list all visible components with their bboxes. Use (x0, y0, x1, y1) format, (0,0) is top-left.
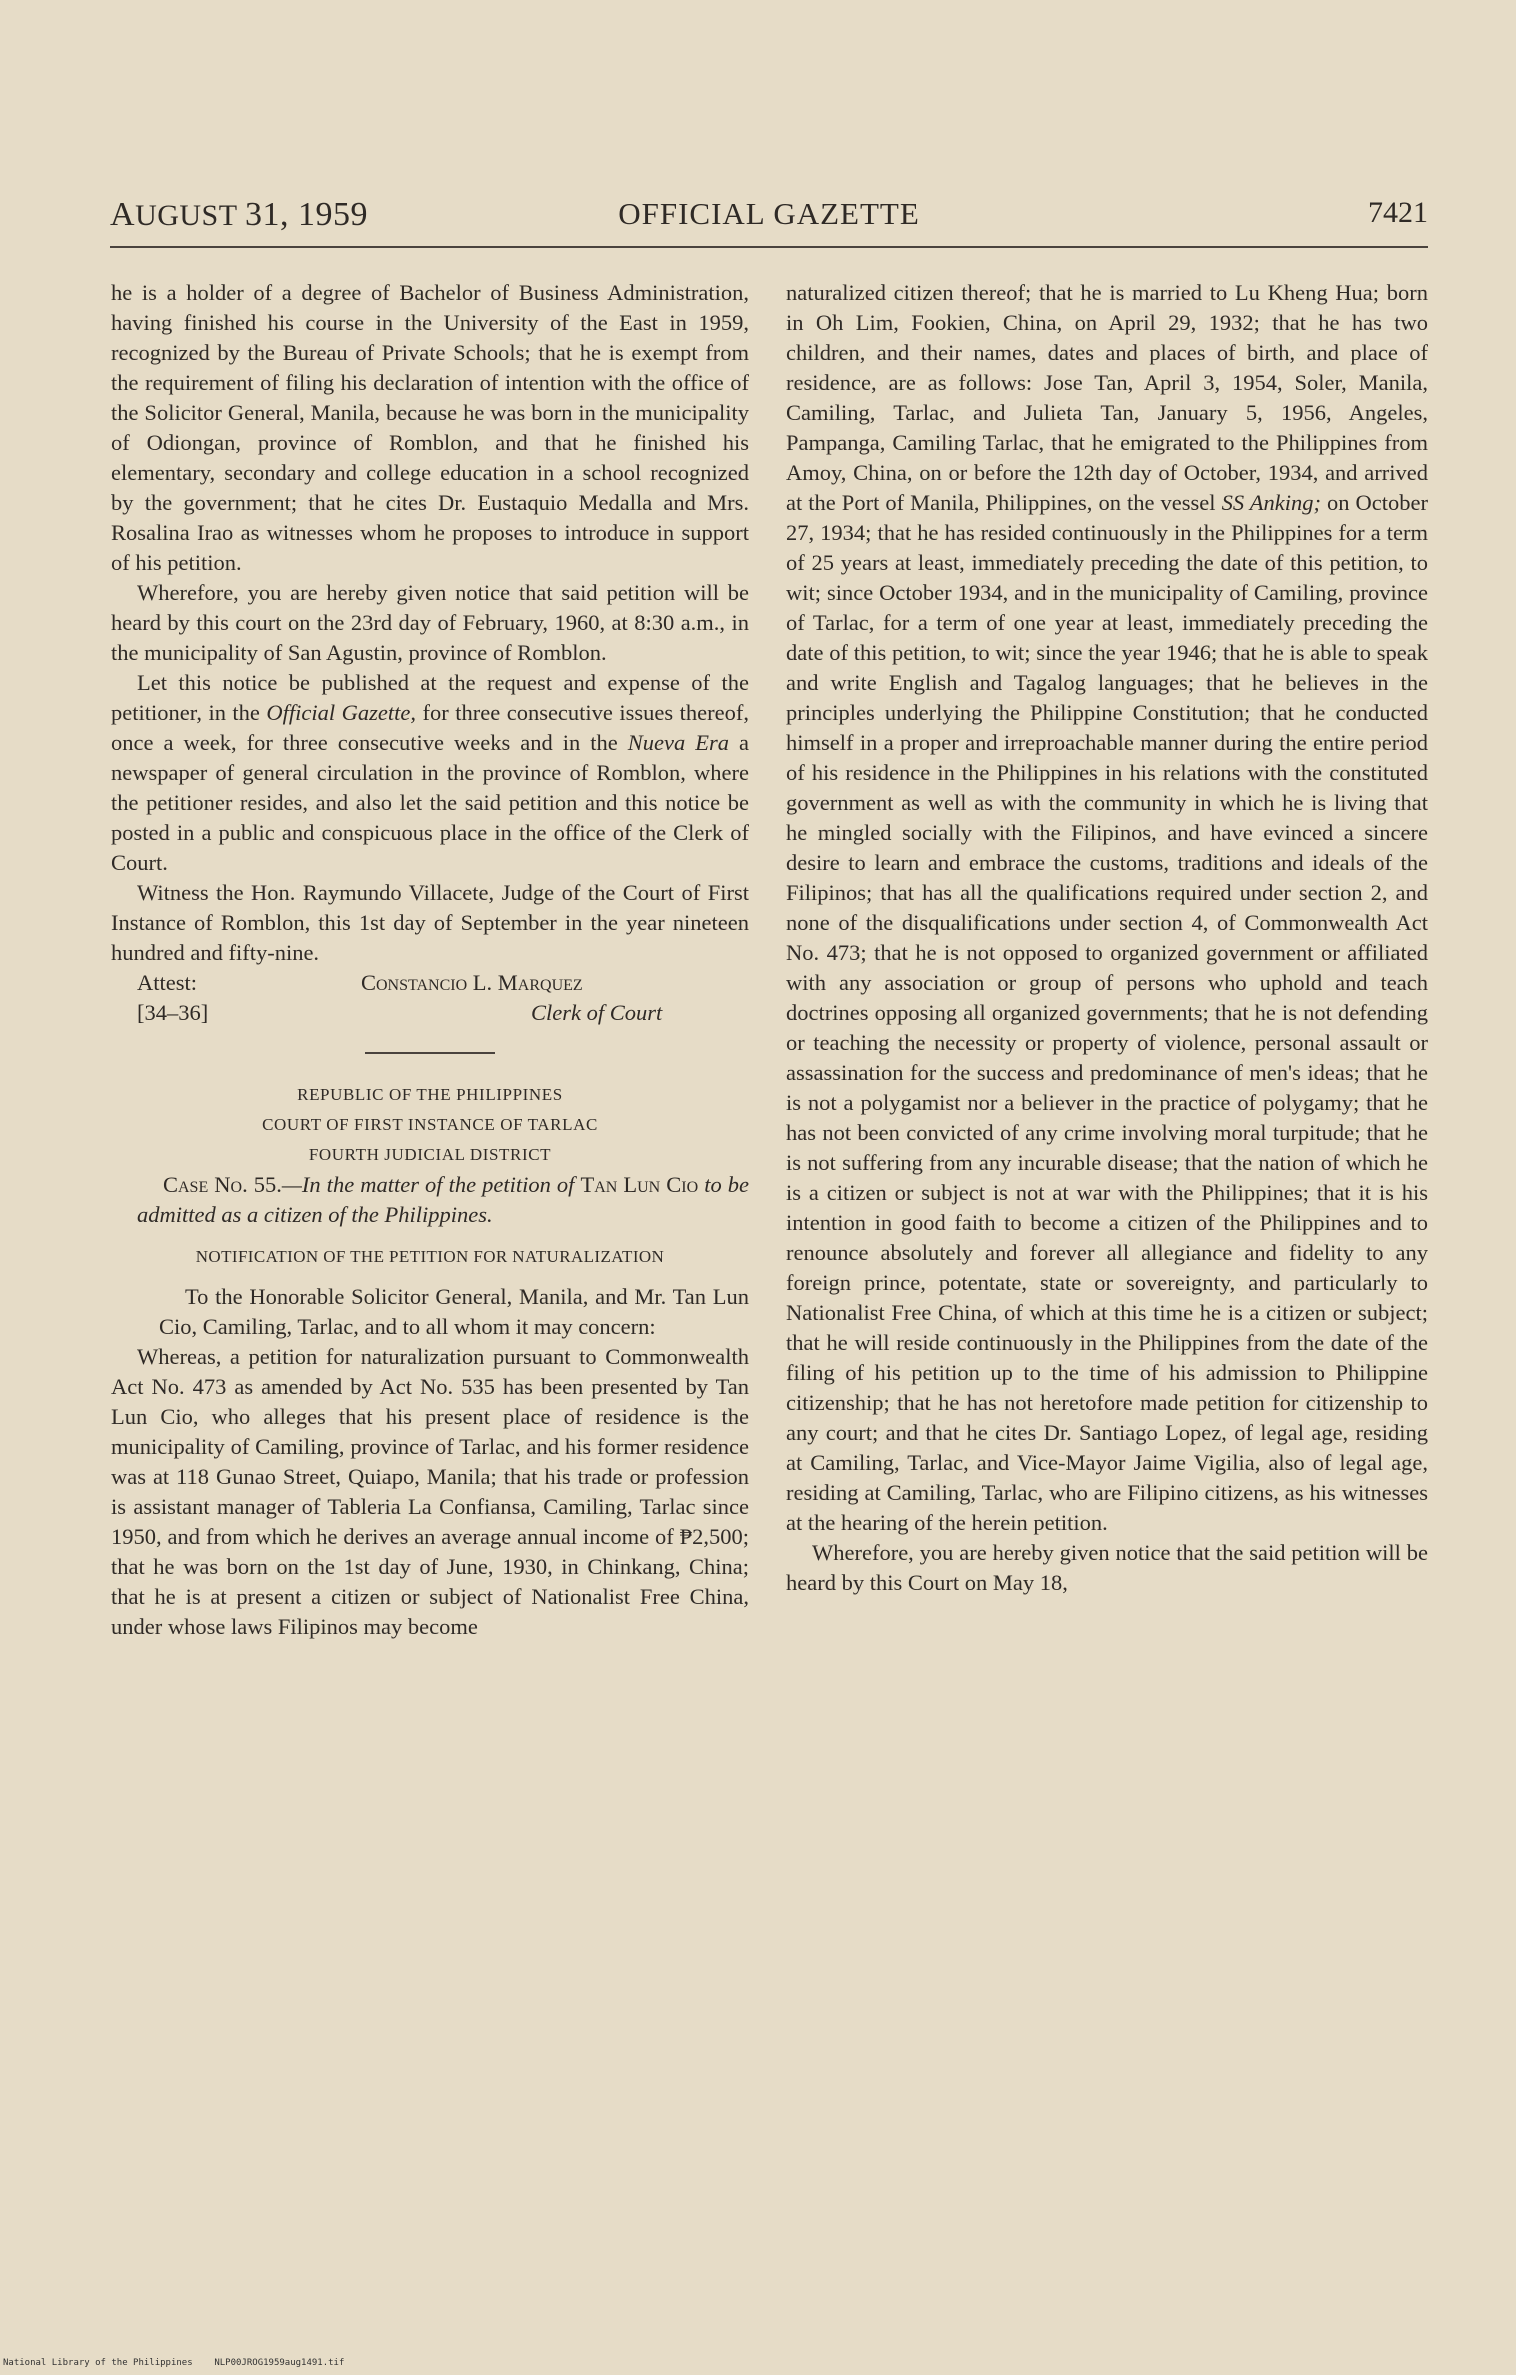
header-rule (110, 246, 1428, 248)
paragraph: he is a holder of a degree of Bachelor of Business Administration, having finished his course in the University of the East in 1959, recognized by the Bureau of Private Schools; that he is exempt from the requirement of filing his declaration of intention with the office of the Solicitor General, Manila, because he was born in the municipality of Odiongan, province of Romblon, and that he finished his elementary, secondary and college education in a school recognized by the government; that he cites Dr. Eustaquio Medalla and Mrs. Rosalina Irao as witnesses whom he proposes to introduce in support of his petition. (111, 280, 749, 575)
page-header (110, 196, 1428, 240)
court-heading-line: FOURTH JUDICIAL DISTRICT (308, 1145, 552, 1164)
reference-number: [34–36] (137, 1000, 209, 1025)
paragraph: naturalized citizen thereof; that he is married to Lu Kheng Hua; born in Oh Lim, Fookien, China, on April 29, 1932; that he has two children, and their names, dates and places of birth, and place of residence, are as follows: Jose Tan, April 3, 1954, Soler, Manila, Camiling, Tarlac, and Julieta Tan, January 5, 1956, Angeles, Pampanga, Camiling Tarlac, that he emigrated to the Philippines from Amoy, China, on or before the 12th day of October, 1934, and arrived at the Port of Manila, Philippines, on the vessel SS Anking; on October 27, 1934; that he has resided continuously in the Philippines for a term of 25 years at least, immediately preceding the date of this petition, to wit; since October 1934, and in the municipality of Camiling, province of Tarlac, for a term of one year at least, immediately preceding the date of this petition, to wit; since the year 1946; that he is able to speak and write English and Tagalog languages; that he believes in the principles underlying the Philippine Constitution; that he conducted himself in a proper and irreproachable manner during the entire period of his residence in the Philippines in his relations with the constituted government as well as with the community in which he is living that he mingled socially with the Filipinos, and have evinced a sincere desire to learn and embrace the customs, traditions and ideals of the Filipinos; that has all the qualifications required under section 2, and none of the disqualifications under section 4, of Commonwealth Act No. 473; that he is not opposed to organized government or affiliated with any association or group of persons who uphold and teach doctrines opposing all organized governments; that he is not defending or teaching the necessity or property of violence, personal assault or assassination for the success and predominance of men's ideas; that he is not a polygamist nor a believer in the practice of polygamy; that he has not been convicted of any crime involving moral turpitude; that he is not suffering from any incurable disease; that the nation of which he is a citizen or subject is not at war with the Philippines; that it is his intention in good faith to become a citizen of the Philippines and to renounce absolutely and forever all allegiance and fidelity to any foreign prince, potentate, state or sovereignty, and particularly to Nationalist Free China, of which at this time he is a citizen or subject; that he will reside continuously in the Philippines from the date of the filing of his petition up to the time of his admission to Philippine citizenship; that he has not heretofore made petition for citizenship to any court; and that he cites Dr. Santiago Lopez, of legal age, residing at Camiling, Tarlac, and Vice-Mayor Jaime Vigilia, also of legal age, residing at Camiling, Tarlac, who are Filipino citizens, as his witnesses at the hearing of the herein petition. (786, 280, 1429, 1535)
left-column (111, 278, 749, 1642)
attest-label: Attest: (137, 970, 197, 995)
paragraph: Witness the Hon. Raymundo Villacete, Judge of the Court of First Instance of Romblon, this 1st day of September in the year nineteen hundred and fifty-nine. (111, 880, 749, 965)
scan-footer: National Library of the Philippines NLP00JROG1959aug1491.tif (3, 2358, 345, 2368)
paragraph: Whereas, a petition for naturalization pursuant to Commonwealth Act No. 473 as amended by Act No. 535 has been presented by Tan Lun Cio, who alleges that his present place of residence is the municipality of Camiling, province of Tarlac, and his former residence was at 118 Gunao Street, Quiapo, Manila; that his trade or profession is assistant manager of Tableria La Confiansa, Camiling, Tarlac since 1950, and from which he derives an average annual income of ₱2,500; that he was born on the 1st day of June, 1930, in Chinkang, China; that he is at present a citizen or subject of Nationalist Free China, under whose laws Filipinos may become (111, 1344, 749, 1639)
attest-row (111, 968, 749, 998)
issue-date: AUGUST 31, 1959 (110, 196, 369, 233)
reference-row (111, 998, 749, 1028)
paragraph: Let this notice be published at the request and expense of the petitioner, in the Official Gazette, for three consecutive issues thereof, once a week, for three consecutive weeks and in the Nueva Era a newspaper of general circulation in the province of Romblon, where the petitioner resides, and also let the said petition and this notice be posted in a public and conspicuous place in the office of the Clerk of Court. (111, 670, 749, 875)
court-heading-line: REPUBLIC OF THE PHILIPPINES (297, 1085, 563, 1104)
address-block: To the Honorable Solicitor General, Manila, and Mr. Tan Lun Cio, Camiling, Tarlac, and to all whom it may concern: (159, 1284, 749, 1339)
right-column (786, 278, 1428, 1598)
section-divider (365, 1052, 495, 1054)
signatory-name: Constancio L. Marquez (361, 970, 583, 995)
case-title: Case No. 55.—In the matter of the petition of Tan Lun Cio to be admitted as a citizen of the Philippines. (137, 1172, 749, 1227)
publication-title: OFFICIAL GAZETTE (618, 196, 920, 231)
signatory-title: Clerk of Court (531, 1000, 663, 1025)
page-number: 7421 (1368, 196, 1428, 229)
court-heading-line: COURT OF FIRST INSTANCE OF TARLAC (262, 1115, 598, 1134)
notification-title: NOTIFICATION OF THE PETITION FOR NATURALIZATION (195, 1247, 665, 1266)
paragraph: Wherefore, you are hereby given notice that the said petition will be heard by this Court on May 18, (786, 1540, 1428, 1595)
paragraph: Wherefore, you are hereby given notice that said petition will be heard by this court on the 23rd day of February, 1960, at 8:30 a.m., in the municipality of San Agustin, province of Romblon. (111, 580, 749, 665)
